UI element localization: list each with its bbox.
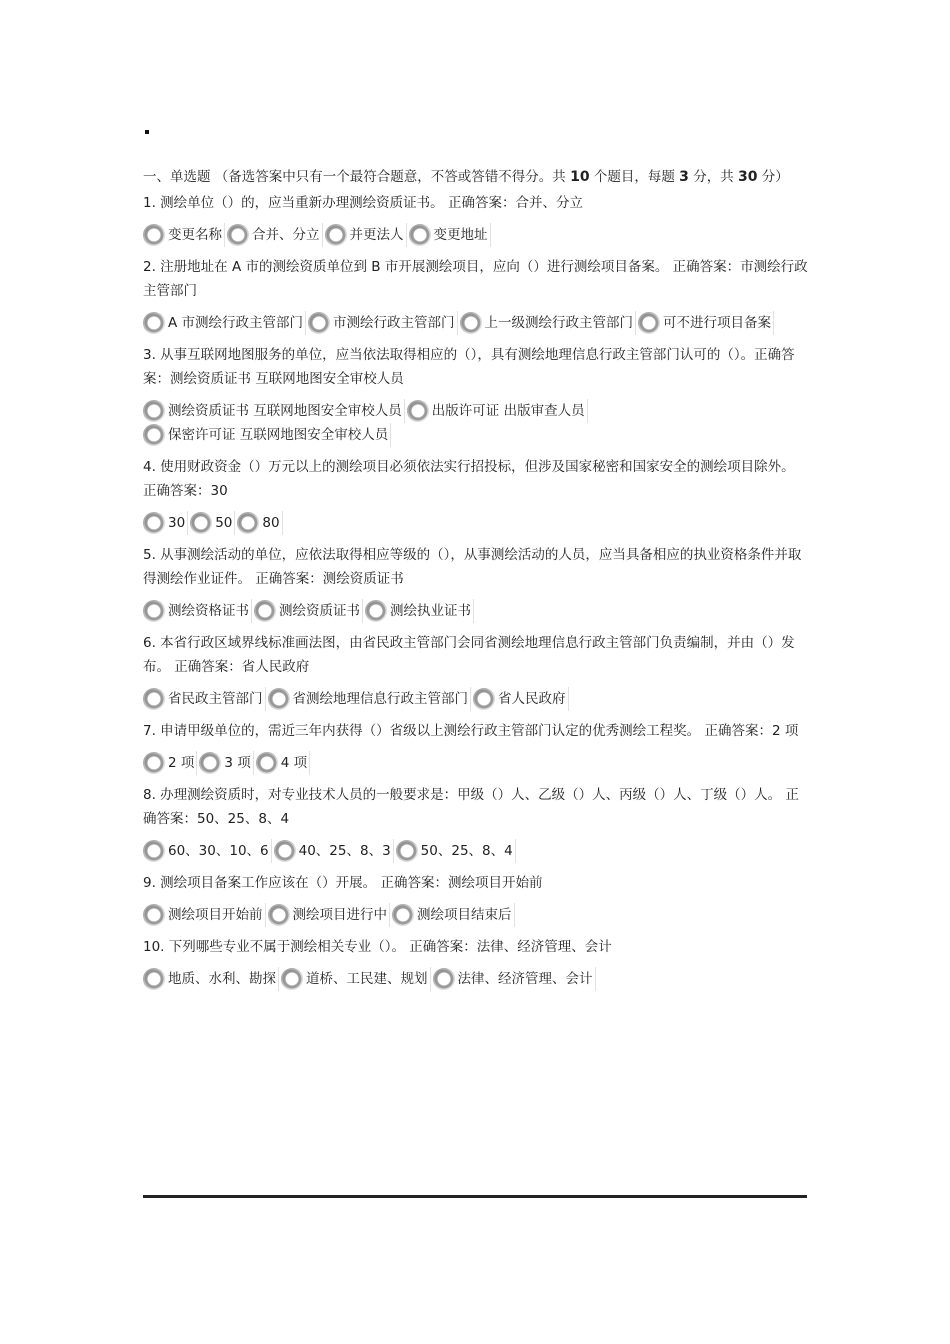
answer-option[interactable] (473, 687, 569, 711)
section-points-per-question: 3 (679, 169, 689, 185)
radio-button-icon[interactable] (325, 224, 347, 246)
answer-option[interactable] (256, 751, 310, 775)
radio-button-icon[interactable] (143, 512, 165, 534)
radio-button-icon[interactable] (143, 224, 165, 246)
answer-options (143, 903, 811, 927)
answer-option-label: 3 项 (224, 755, 251, 771)
answer-option[interactable] (143, 903, 266, 927)
question-text: 1. 测绘单位（）的，应当重新办理测绘资质证书。 正确答案：合并、分立 (143, 195, 583, 211)
answer-option[interactable] (638, 311, 774, 335)
answer-options (143, 511, 811, 535)
answer-option[interactable] (460, 311, 637, 335)
radio-button-icon[interactable] (237, 512, 259, 534)
radio-button-icon[interactable] (638, 312, 660, 334)
answer-option[interactable] (227, 223, 323, 247)
radio-button-icon[interactable] (143, 840, 165, 862)
answer-option[interactable] (392, 903, 515, 927)
radio-button-icon[interactable] (396, 840, 418, 862)
answer-option[interactable] (143, 511, 188, 535)
answer-option-label: 80 (262, 515, 280, 531)
answer-option[interactable] (268, 687, 472, 711)
answer-option-label: 2 项 (168, 755, 195, 771)
radio-button-icon[interactable] (281, 968, 303, 990)
radio-button-icon[interactable] (460, 312, 482, 334)
answer-option[interactable] (254, 599, 363, 623)
question-text: 3. 从事互联网地图服务的单位，应当依法取得相应的（），具有测绘地理信息行政主管部门认可的（）。正确答案：测绘资质证书 互联网地图安全审校人员 (143, 347, 795, 387)
answer-option-label: 40、25、8、3 (298, 843, 391, 859)
answer-option[interactable] (274, 839, 394, 863)
answer-option[interactable] (396, 839, 516, 863)
answer-option[interactable] (237, 511, 282, 535)
answer-options (143, 223, 811, 247)
answer-option-label: 50、25、8、4 (420, 843, 513, 859)
answer-option[interactable] (409, 223, 491, 247)
answer-options (143, 967, 811, 991)
answer-option-label: 地质、水利、勘探 (168, 971, 276, 987)
question-text: 6. 本省行政区域界线标准画法图，由省民政主管部门会同省测绘地理信息行政主管部门负责编制，并由（）发布。 正确答案：省人民政府 (143, 635, 795, 675)
answer-option-label: 省民政主管部门 (168, 691, 263, 707)
answer-option-label: 法律、经济管理、会计 (457, 971, 593, 987)
answer-option-label: 变更地址 (433, 227, 488, 243)
radio-button-icon[interactable] (143, 424, 165, 446)
section-total-points: 30 (738, 169, 758, 185)
answer-option-label: 30 (168, 515, 186, 531)
answer-option[interactable] (365, 599, 474, 623)
radio-button-icon[interactable] (268, 688, 290, 710)
answer-option-label: 合并、分立 (252, 227, 320, 243)
answer-option[interactable] (143, 967, 279, 991)
answer-option[interactable] (143, 399, 405, 423)
radio-button-icon[interactable] (143, 600, 165, 622)
question-text: 9. 测绘项目备案工作应该在（）开展。 正确答案：测绘项目开始前 (143, 875, 543, 891)
exam-content (143, 165, 811, 999)
page-marker-dot (145, 130, 149, 134)
answer-option[interactable] (268, 903, 391, 927)
radio-button-icon[interactable] (392, 904, 414, 926)
answer-options (143, 311, 811, 335)
answer-option[interactable] (190, 511, 235, 535)
answer-option[interactable] (143, 687, 266, 711)
answer-option-label: 60、30、10、6 (168, 843, 269, 859)
answer-option-label: 测绘资质证书 互联网地图安全审校人员 (168, 403, 402, 419)
answer-option-label: 市测绘行政主管部门 (333, 315, 455, 331)
radio-button-icon[interactable] (473, 688, 495, 710)
question-text: 5. 从事测绘活动的单位，应依法取得相应等级的（），从事测绘活动的人员，应当具备相应的执业资格条件并取得测绘作业证件。 正确答案：测绘资质证书 (143, 547, 802, 587)
answer-option[interactable] (143, 311, 306, 335)
answer-option-label: 省人民政府 (498, 691, 566, 707)
answer-option[interactable] (143, 751, 197, 775)
answer-option-label: 保密许可证 互联网地图安全审校人员 (168, 427, 389, 443)
answer-option-label: 上一级测绘行政主管部门 (484, 315, 634, 331)
radio-button-icon[interactable] (365, 600, 387, 622)
answer-option-label: 测绘资格证书 (168, 603, 249, 619)
radio-button-icon[interactable] (143, 904, 165, 926)
radio-button-icon[interactable] (308, 312, 330, 334)
answer-option[interactable] (281, 967, 431, 991)
answer-options (143, 751, 811, 775)
section-header-mid2: 分，共 (688, 169, 739, 185)
answer-options (143, 599, 811, 623)
answer-option-label: A 市测绘行政主管部门 (168, 315, 304, 331)
answer-option-label: 测绘项目进行中 (292, 907, 387, 923)
radio-button-icon[interactable] (268, 904, 290, 926)
radio-button-icon[interactable] (143, 312, 165, 334)
answer-options (143, 687, 811, 711)
question-text: 2. 注册地址在 A 市的测绘资质单位到 B 市开展测绘项目，应向（）进行测绘项目备案。 正确答案：市测绘行政主管部门 (143, 259, 808, 299)
answer-option[interactable] (143, 223, 225, 247)
radio-button-icon[interactable] (190, 512, 212, 534)
answer-option-label: 道桥、工民建、规划 (306, 971, 428, 987)
question-text: 4. 使用财政资金（）万元以上的测绘项目必须依法实行招投标，但涉及国家秘密和国家安全的测绘项目除外。 正确答案：30 (143, 459, 795, 499)
bottom-divider (143, 1195, 807, 1198)
answer-option[interactable] (407, 399, 588, 423)
answer-option-label: 50 (215, 515, 233, 531)
radio-button-icon[interactable] (409, 224, 431, 246)
answer-option[interactable] (433, 967, 596, 991)
radio-button-icon[interactable] (407, 400, 429, 422)
answer-option[interactable] (199, 751, 253, 775)
section-header-mid1: 个题目，每题 (589, 169, 680, 185)
answer-option[interactable] (143, 599, 252, 623)
radio-button-icon[interactable] (143, 688, 165, 710)
radio-button-icon[interactable] (274, 840, 296, 862)
radio-button-icon[interactable] (143, 400, 165, 422)
answer-option-label: 变更名称 (168, 227, 222, 243)
section-total-questions: 10 (570, 169, 590, 185)
answer-option[interactable] (143, 839, 272, 863)
answer-options (143, 839, 811, 863)
question-text: 8. 办理测绘资质时，对专业技术人员的一般要求是：甲级（）人、乙级（）人、丙级（）人、丁级（）人。 正确答案：50、25、8、4 (143, 787, 799, 827)
question-text: 7. 申请甲级单位的，需近三年内获得（）省级以上测绘行政主管部门认定的优秀测绘工程奖。 正确答案：2 项 (143, 723, 799, 739)
answer-option[interactable] (308, 311, 458, 335)
section-header-prefix: 一、单选题 （备选答案中只有一个最符合题意，不答或答错不得分。共 (143, 169, 571, 185)
radio-button-icon[interactable] (256, 752, 278, 774)
answer-option[interactable] (143, 423, 391, 447)
answer-option-label: 测绘项目结束后 (417, 907, 512, 923)
answer-option-label: 测绘资质证书 (279, 603, 360, 619)
answer-option-label: 可不进行项目备案 (663, 315, 772, 331)
radio-button-icon[interactable] (143, 968, 165, 990)
section-header-suffix: 分） (757, 169, 789, 185)
section-header (143, 165, 811, 189)
question-text: 10. 下列哪些专业不属于测绘相关专业（）。 正确答案：法律、经济管理、会计 (143, 939, 612, 955)
answer-option-label: 省测绘地理信息行政主管部门 (292, 691, 468, 707)
answer-option-label: 并更法人 (349, 227, 404, 243)
answer-option[interactable] (325, 223, 407, 247)
answer-option-label: 测绘项目开始前 (168, 907, 263, 923)
radio-button-icon[interactable] (143, 752, 165, 774)
answer-option-label: 出版许可证 出版审查人员 (431, 403, 585, 419)
radio-button-icon[interactable] (199, 752, 221, 774)
radio-button-icon[interactable] (254, 600, 276, 622)
radio-button-icon[interactable] (433, 968, 455, 990)
answer-option-label: 测绘执业证书 (390, 603, 471, 619)
answer-options (143, 399, 811, 447)
radio-button-icon[interactable] (227, 224, 249, 246)
answer-option-label: 4 项 (280, 755, 308, 771)
